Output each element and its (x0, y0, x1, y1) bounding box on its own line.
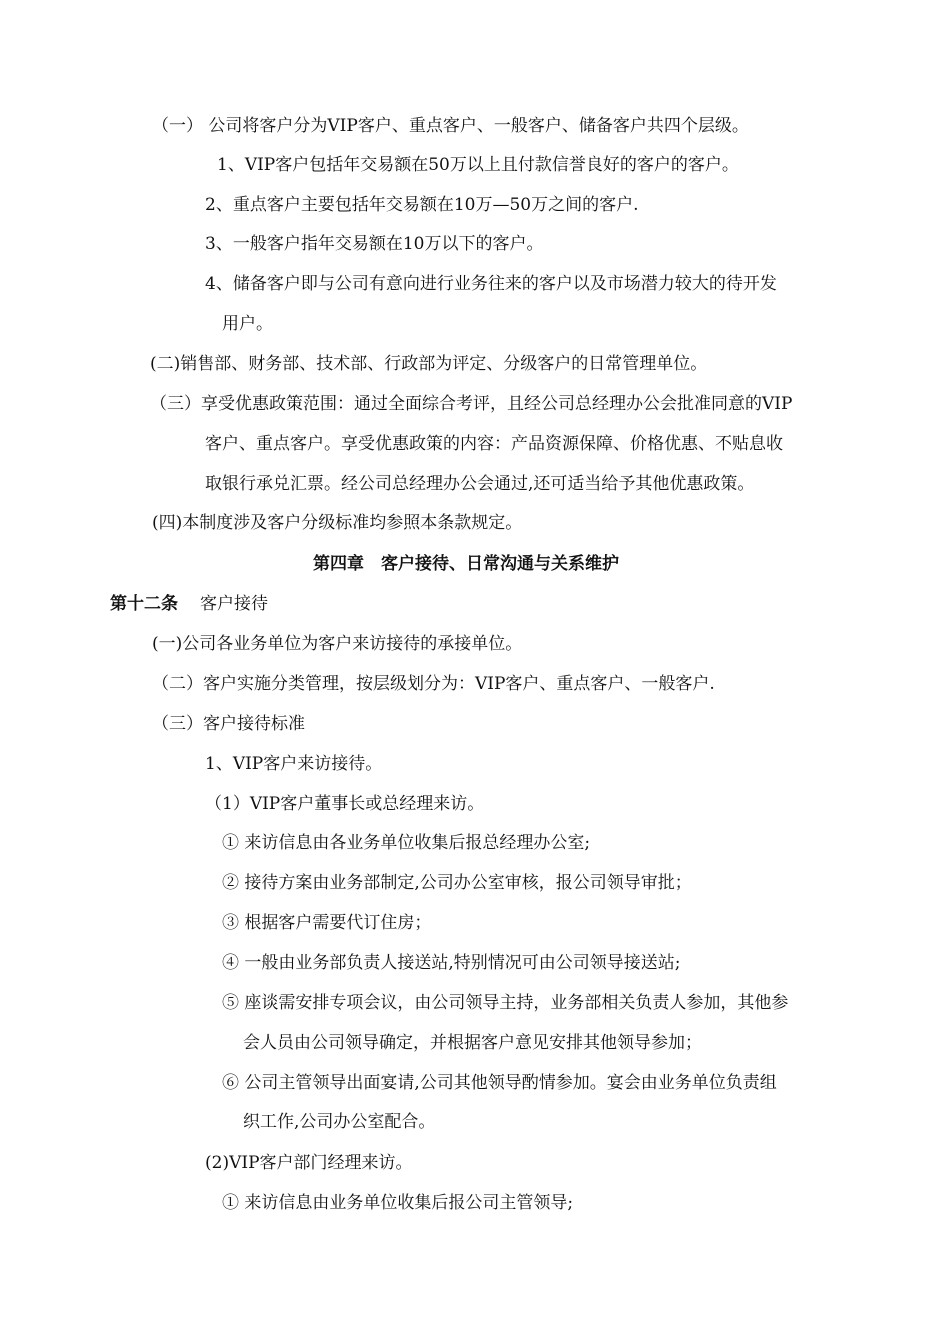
preferential-policy-cont-1: 客户、重点客户。享受优惠政策的内容：产品资源保障、价格优惠、不贴息收 (205, 434, 783, 454)
reception-unit-item: (一)公司各业务单位为客户来访接待的承接单位。 (152, 634, 523, 654)
key-client-definition: 2、重点客户主要包括年交易额在10万—50万之间的客户. (205, 195, 639, 215)
reserve-client-definition-cont: 用户。 (222, 314, 273, 334)
vip-chairman-visit: （1）VIP客户董事长或总经理来访。 (205, 794, 485, 814)
reception-standard-item: （三）客户接待标准 (152, 714, 305, 734)
banquet-step-cont: 织工作,公司办公室配合。 (243, 1112, 436, 1132)
vip-manager-visit: (2)VIP客户部门经理来访。 (205, 1153, 413, 1173)
banquet-step: ⑥ 公司主管领导出面宴请,公司其他领导酌情参加。宴会由业务单位负责组 (222, 1073, 777, 1093)
preferential-policy-cont-2: 取银行承兑汇票。经公司总经理办公会通过,还可适当给予其他优惠政策。 (205, 474, 755, 494)
preferential-policy-item: （三）享受优惠政策范围：通过全面综合考评，且经公司总经理办公会批准同意的VIP (150, 394, 793, 414)
pickup-step: ④ 一般由业务部负责人接送站,特别情况可由公司领导接送站; (222, 953, 681, 973)
vip-definition: 1、VIP客户包括年交易额在50万以上且付款信誉良好的客户的客户。 (217, 155, 739, 175)
reception-plan-step: ② 接待方案由业务部制定,公司办公室审核，报公司领导审批； (222, 873, 692, 893)
classified-management-item: （二）客户实施分类管理，按层级划分为：VIP客户、重点客户、一般客户. (152, 674, 715, 694)
classification-reference-item: (四)本制度涉及客户分级标准均参照本条款规定。 (152, 513, 523, 533)
management-units-item: (二)销售部、财务部、技术部、行政部为评定、分级客户的日常管理单位。 (150, 354, 708, 374)
vip-visit-reception: 1、VIP客户来访接待。 (205, 754, 383, 774)
general-client-definition: 3、一般客户指年交易额在10万以下的客户。 (205, 234, 544, 254)
client-tier-item-1: （一） 公司将客户分为VIP客户、重点客户、一般客户、储备客户共四个层级。 (152, 116, 749, 136)
visit-info-step: ① 来访信息由各业务单位收集后报总经理办公室; (222, 833, 591, 853)
reserve-client-definition: 4、储备客户即与公司有意向进行业务往来的客户以及市场潜力较大的待开发 (205, 274, 777, 294)
article-label: 第十二条 (110, 594, 178, 614)
meeting-step-cont: 会人员由公司领导确定，并根据客户意见安排其他领导参加； (243, 1033, 702, 1053)
article-heading (110, 592, 268, 616)
chapter-title: 第四章 客户接待、日常沟通与关系维护 (313, 554, 619, 574)
article-title: 客户接待 (200, 594, 268, 614)
accommodation-step: ③ 根据客户需要代订住房； (222, 913, 432, 933)
meeting-step: ⑤ 座谈需安排专项会议，由公司领导主持，业务部相关负责人参加，其他参 (222, 993, 789, 1013)
manager-visit-info-step: ① 来访信息由业务单位收集后报公司主管领导; (222, 1193, 574, 1213)
